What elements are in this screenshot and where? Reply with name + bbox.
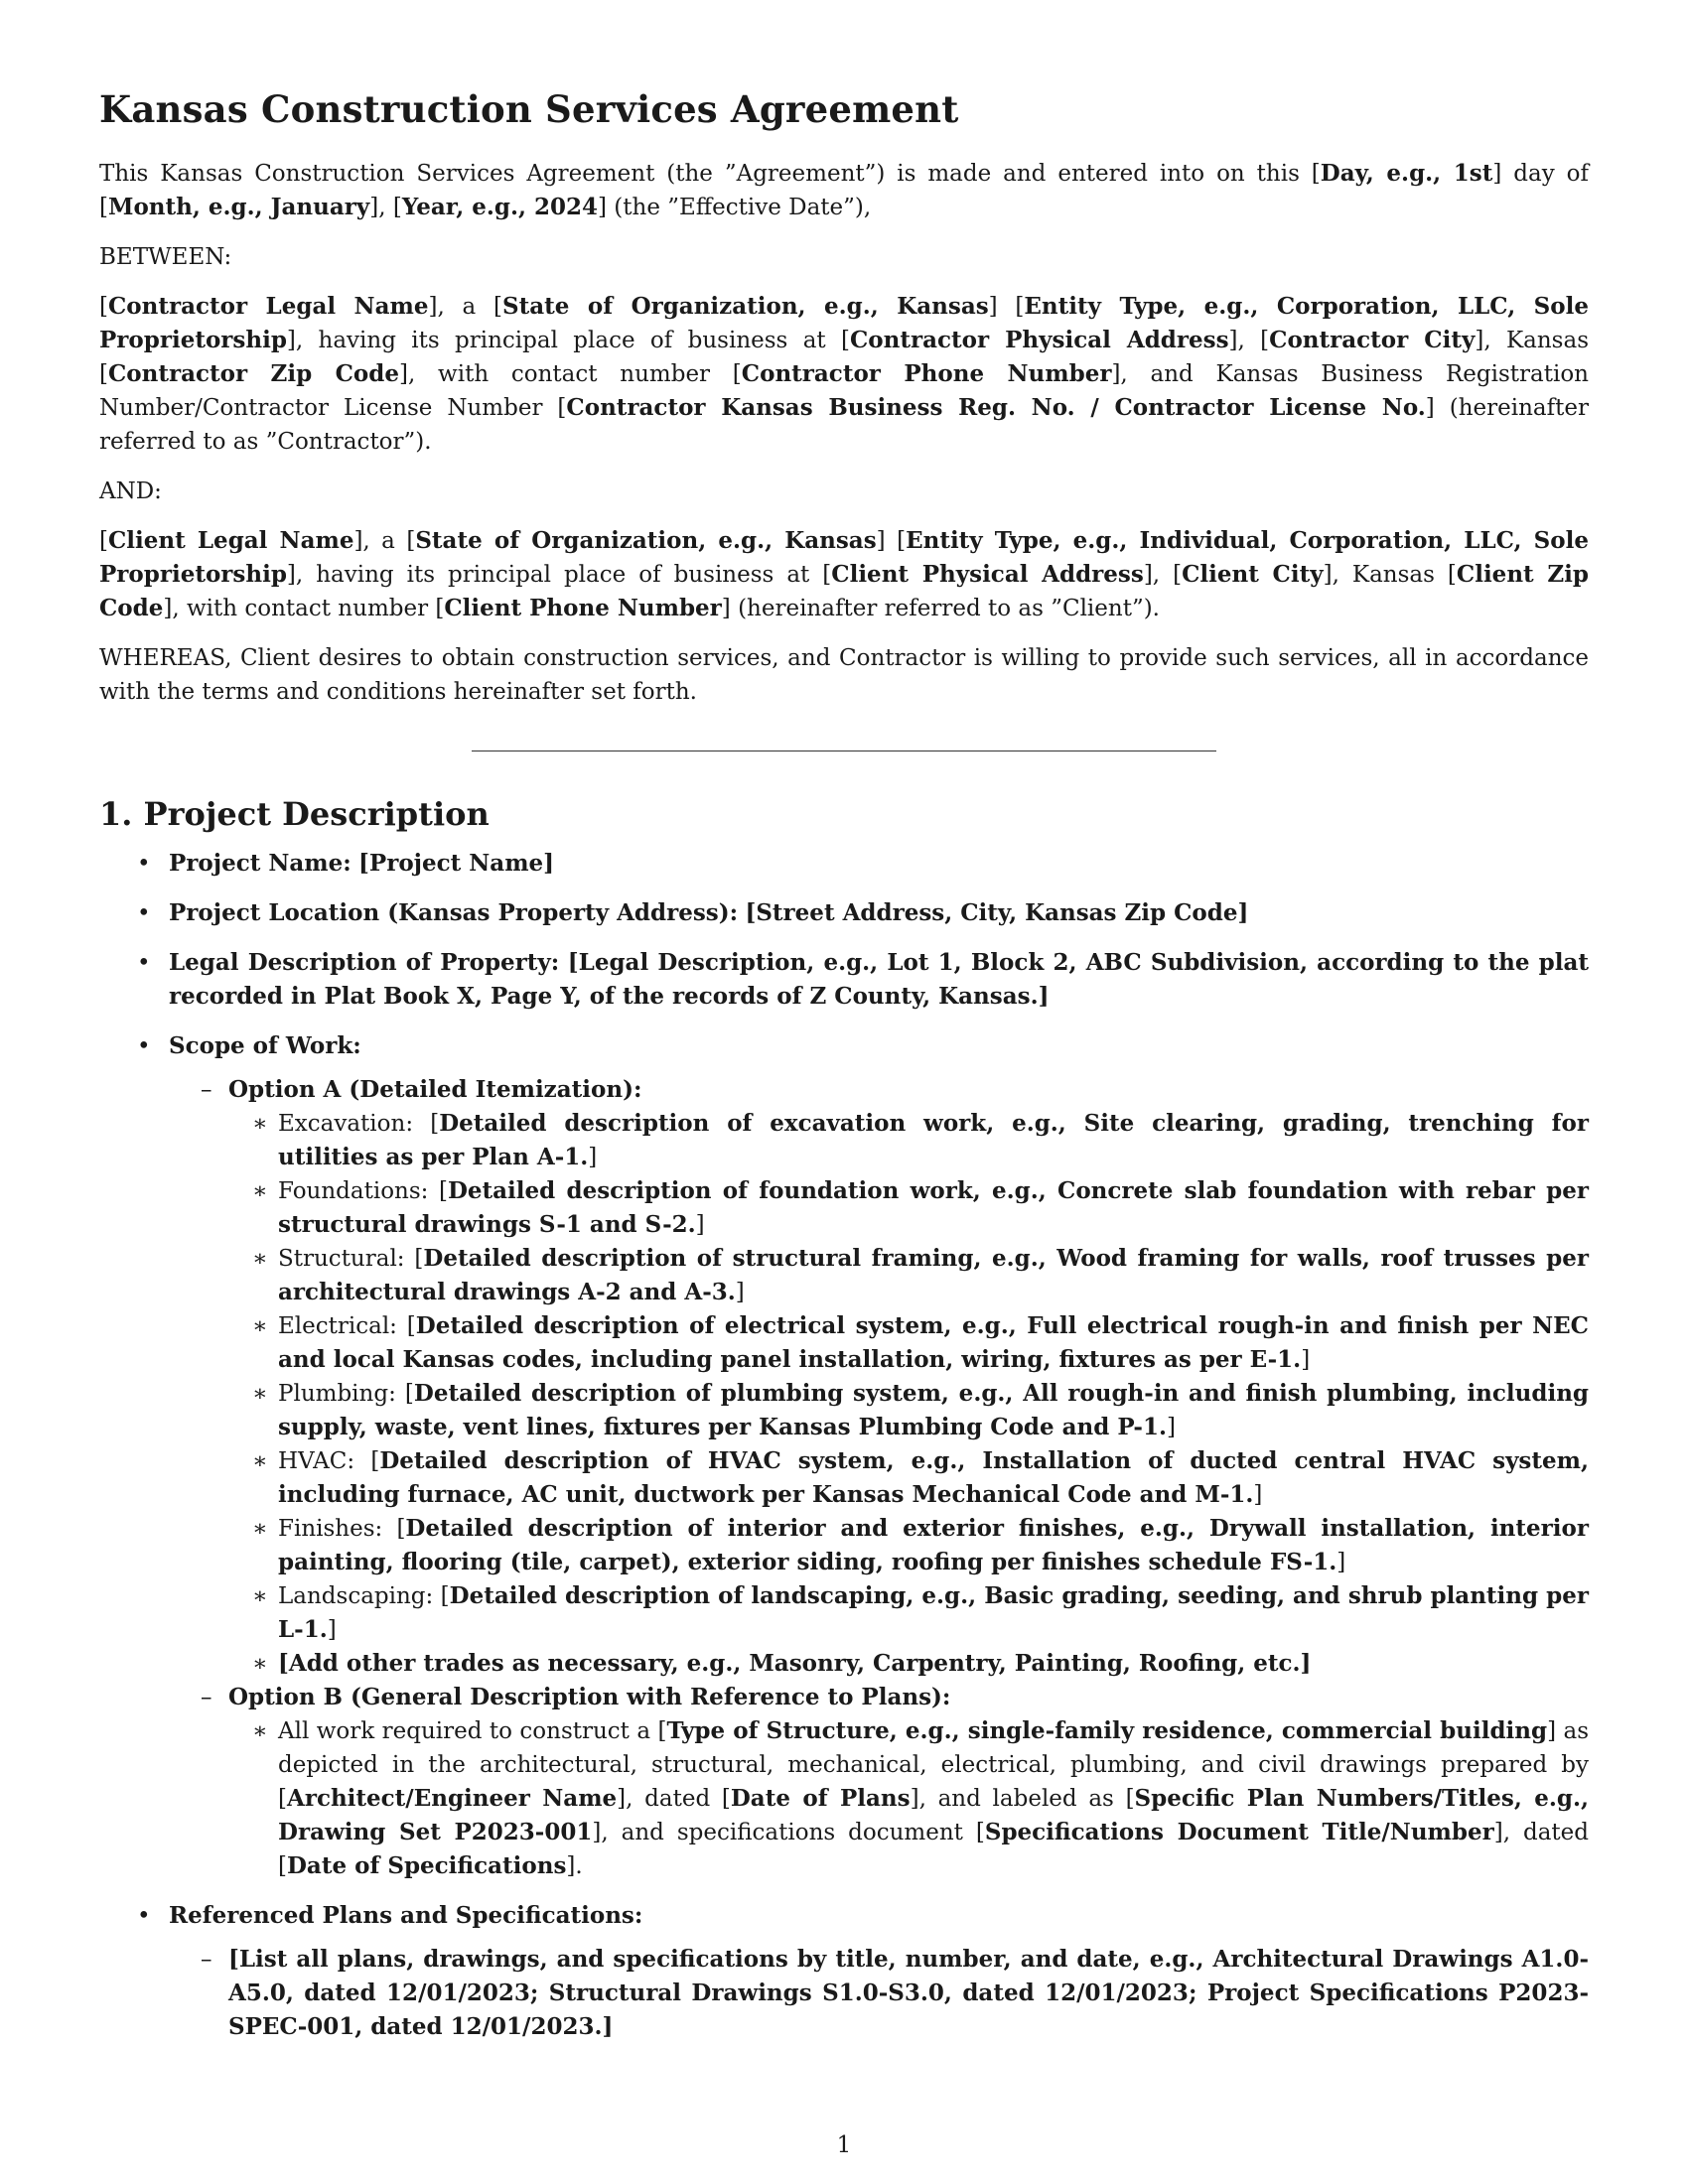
trade-label: Landscaping:	[278, 1583, 434, 1609]
whereas-paragraph: WHEREAS, Client desires to obtain construction services, and Contractor is willing to provide such services, all in accordance with the terms and conditions hereinafter set forth.	[99, 645, 1589, 705]
contractor-paragraph: [Contractor Legal Name], a [State of Organization, e.g., Kansas] [Entity Type, e.g., Corporation, LLC, Sole Proprietorship], having its principal place of business at [Contractor Physical Address], [Contractor City], Kansas [Contractor Zip Code], with contact number [Contractor Phone Number], and Kansas Business Registration Number/Contractor License Number [Contractor Kansas Business Reg. No. / Contractor License No.] (hereinafter referred to as ”Contractor”).	[99, 293, 1590, 455]
option-a-label: Option A (Detailed Itemization):	[228, 1076, 642, 1103]
trade-label: Foundations:	[278, 1178, 429, 1204]
option-b-text: All work required to construct a [	[278, 1718, 667, 1744]
plans-date-placeholder: Date of Plans	[730, 1785, 911, 1812]
option-b-text: ] as depicted in the architectural, structural, mechanical, electrical, plumbing, and civil drawings prepared by [	[278, 1718, 1589, 1812]
trade-label: HVAC:	[278, 1448, 355, 1474]
contractor-name: Contractor Legal Name	[107, 293, 429, 320]
spec-date-placeholder: Date of Specifications	[286, 1852, 567, 1879]
option-b-text: ], and labeled as [	[910, 1786, 1135, 1812]
trade-item: ∗ Plumbing: [Detailed description of plumbing system, e.g., All rough-in and finish plumbing, including supply, waste, vent lines, fixtures per Kansas Plumbing Code and P-1.]	[228, 1377, 1589, 1444]
trade-label: Structural:	[278, 1246, 405, 1272]
project-name-value: [Project Name]	[358, 850, 555, 877]
client-paragraph: [Client Legal Name], a [State of Organization, e.g., Kansas] [Entity Type, e.g., Individual, Corporation, LLC, Sole Proprietorship], having its principal place of business at [Client Physical Address], [Client City], Kansas [Client Zip Code], with contact number [Client Phone Number] (hereinafter referred to as ”Client”).	[99, 527, 1589, 621]
contractor-license: Contractor Kansas Business Reg. No. / Contractor License No.	[566, 394, 1426, 421]
trade-desc: Detailed description of electrical system, e.g., Full electrical rough-in and finish per NEC and local Kansas codes, including panel installation, wiring, fixtures as per E-1.	[278, 1312, 1589, 1373]
document-title: Kansas Construction Services Agreement	[99, 87, 959, 131]
other-trades-text: [Add other trades as necessary, e.g., Masonry, Carpentry, Painting, Roofing, etc.]	[278, 1650, 1312, 1677]
referenced-value: [List all plans, drawings, and specifications by title, number, and date, e.g., Architectural Drawings A1.0-A5.0, dated 12/01/2023; Structural Drawings S1.0-S3.0, dated 12/01/2023; Project Specifications P2023-SPEC-001, dated 12/01/2023.]	[228, 1946, 1589, 2040]
plan-numbers-placeholder: Specific Plan Numbers/Titles, e.g., Drawing Set P2023-001	[278, 1785, 1590, 1845]
list-item-project-name	[99, 847, 1589, 881]
legal-value: [Legal Description, e.g., Lot 1, Block 2, ABC Subdivision, according to the plat recorded in Plat Book X, Page Y, of the records of Z County, Kansas.]	[169, 949, 1589, 1010]
trade-label: Finishes:	[278, 1516, 383, 1542]
trade-label: Excavation:	[278, 1111, 414, 1137]
client-name: Client Legal Name	[107, 527, 354, 554]
contractor-zip: Contractor Zip Code	[107, 360, 399, 387]
client-text: ] (hereinafter referred to as ”Client”).	[721, 596, 1160, 621]
trade-item: ∗ Finishes: [Detailed description of interior and exterior finishes, e.g., Drywall installation, interior painting, flooring (tile, carpet), exterior siding, roofing per finishes schedule FS-1.]	[228, 1512, 1589, 1579]
location-value: [Street Address, City, Kansas Zip Code]	[745, 899, 1249, 926]
list-item-referenced-plans	[99, 1899, 1589, 2044]
referenced-list	[169, 1943, 1589, 2044]
intro-text: ] (the ”Effective Date”),	[598, 195, 872, 220]
contractor-text: ], having its principal place of business at [	[286, 328, 850, 353]
legal-label: Legal Description of Property:	[169, 949, 560, 976]
day-placeholder: Day, e.g., 1st	[1320, 160, 1493, 187]
trade-desc: Detailed description of HVAC system, e.g., Installation of ducted central HVAC system, including furnace, AC unit, ductwork per Kansas Mechanical Code and M-1.	[278, 1447, 1589, 1508]
year-placeholder: Year, e.g., 2024	[401, 194, 598, 220]
list-item-scope-of-work	[99, 1029, 1589, 1883]
project-description-list	[99, 847, 1589, 2044]
trade-desc: Detailed description of interior and exterior finishes, e.g., Drywall installation, interior painting, flooring (tile, carpet), exterior siding, roofing per finishes schedule FS-1.	[278, 1515, 1589, 1575]
scope-options-list	[169, 1073, 1589, 1883]
trade-desc: Detailed description of excavation work, e.g., Site clearing, grading, trenching for utilities as per Plan A-1.	[278, 1110, 1589, 1170]
option-a-item	[169, 1073, 1589, 1681]
intro-paragraph	[99, 157, 1589, 224]
trade-item-other	[228, 1647, 1589, 1681]
option-b-label: Option B (General Description with Reference to Plans):	[228, 1684, 951, 1710]
referenced-item	[169, 1943, 1589, 2044]
trades-list	[228, 1107, 1589, 1681]
client-state: State of Organization, e.g., Kansas	[415, 527, 877, 554]
trade-item: ∗ Excavation: [Detailed description of excavation work, e.g., Site clearing, grading, trenching for utilities as per Plan A-1.]	[228, 1107, 1589, 1174]
trade-label: Electrical:	[278, 1313, 397, 1339]
client-phone: Client Phone Number	[444, 595, 722, 621]
contractor-phone: Contractor Phone Number	[741, 360, 1112, 387]
document-page	[99, 87, 1589, 2060]
option-b-text: ], and specifications document [	[592, 1820, 985, 1845]
spec-title-placeholder: Specifications Document Title/Number	[984, 1819, 1494, 1845]
list-item-legal-description	[99, 946, 1589, 1014]
option-b-list	[228, 1714, 1589, 1883]
intro-text: ], [	[369, 195, 402, 220]
trade-item: ∗ HVAC: [Detailed description of HVAC system, e.g., Installation of ducted central HVAC system, including furnace, AC unit, ductwork per Kansas Mechanical Code and M-1.]	[228, 1444, 1589, 1512]
trade-label: Plumbing:	[278, 1381, 396, 1407]
contractor-state: State of Organization, e.g., Kansas	[502, 293, 989, 320]
trade-item: ∗ Electrical: [Detailed description of electrical system, e.g., Full electrical rough-in and finish per NEC and local Kansas codes, including panel installation, wiring, fixtures as per E-1.]	[228, 1309, 1589, 1377]
month-placeholder: Month, e.g., January	[107, 194, 370, 220]
option-b-text: ], dated [	[278, 1820, 1589, 1879]
client-address: Client Physical Address	[831, 561, 1144, 588]
contractor-city: Contractor City	[1269, 327, 1476, 353]
trade-item: ∗ Landscaping: [Detailed description of landscaping, e.g., Basic grading, seeding, and shrub planting per L-1.]	[228, 1579, 1589, 1647]
client-text: ], Kansas [	[1323, 562, 1457, 588]
intro-text: This Kansas Construction Services Agreement (the ”Agreement”) is made and entered into on this [	[99, 161, 1321, 187]
option-b-description	[228, 1714, 1589, 1883]
intro-text: ] day of [	[99, 161, 1589, 220]
between-label: BETWEEN:	[99, 244, 232, 270]
client-text: ], with contact number [	[163, 596, 445, 621]
trade-item: ∗ Foundations: [Detailed description of foundation work, e.g., Concrete slab foundation with rebar per structural drawings S-1 and S-2.]	[228, 1174, 1589, 1242]
section-1-heading: 1. Project Description	[99, 795, 490, 833]
contractor-entity: Entity Type, e.g., Corporation, LLC, Sole Proprietorship	[99, 293, 1590, 353]
scope-label: Scope of Work:	[169, 1032, 361, 1059]
contractor-address: Contractor Physical Address	[849, 327, 1229, 353]
list-item-project-location	[99, 896, 1589, 930]
page-number: 1	[836, 2132, 852, 2158]
trade-desc: Detailed description of structural framing, e.g., Wood framing for walls, roof trusses per architectural drawings A-2 and A-3.	[278, 1245, 1589, 1305]
architect-placeholder: Architect/Engineer Name	[286, 1785, 618, 1812]
option-b-text: ], dated [	[617, 1786, 731, 1812]
client-entity: Entity Type, e.g., Individual, Corporation, LLC, Sole Proprietorship	[99, 527, 1589, 588]
and-label: AND:	[99, 478, 162, 504]
trade-desc: Detailed description of foundation work, e.g., Concrete slab foundation with rebar per structural drawings S-1 and S-2.	[278, 1177, 1589, 1238]
trade-desc: Detailed description of landscaping, e.g., Basic grading, seeding, and shrub planting per L-1.	[278, 1582, 1589, 1643]
project-name-label: Project Name:	[169, 850, 352, 877]
client-city: Client City	[1182, 561, 1324, 588]
contractor-text: ], Kansas [	[99, 328, 1590, 387]
client-text: ], having its principal place of business at [	[286, 562, 832, 588]
option-b-text: ].	[566, 1853, 583, 1879]
contractor-text: ], and Kansas Business Registration Number/Contractor License Number [	[99, 361, 1589, 421]
client-zip: Client Zip Code	[99, 561, 1589, 621]
location-label: Project Location (Kansas Property Address):	[169, 899, 739, 926]
trade-item: ∗ Structural: [Detailed description of structural framing, e.g., Wood framing for walls, roof trusses per architectural drawings A-2 and A-3.]	[228, 1242, 1589, 1309]
contractor-text: ], with contact number [	[398, 361, 742, 387]
option-b-item	[169, 1681, 1589, 1883]
contractor-text: ] (hereinafter referred to as ”Contractor”).	[99, 395, 1589, 455]
trade-desc: Detailed description of plumbing system, e.g., All rough-in and finish plumbing, including supply, waste, vent lines, fixtures per Kansas Plumbing Code and P-1.	[278, 1380, 1589, 1440]
referenced-label: Referenced Plans and Specifications:	[169, 1902, 643, 1929]
structure-type-placeholder: Type of Structure, e.g., single-family residence, commercial building	[666, 1717, 1548, 1744]
